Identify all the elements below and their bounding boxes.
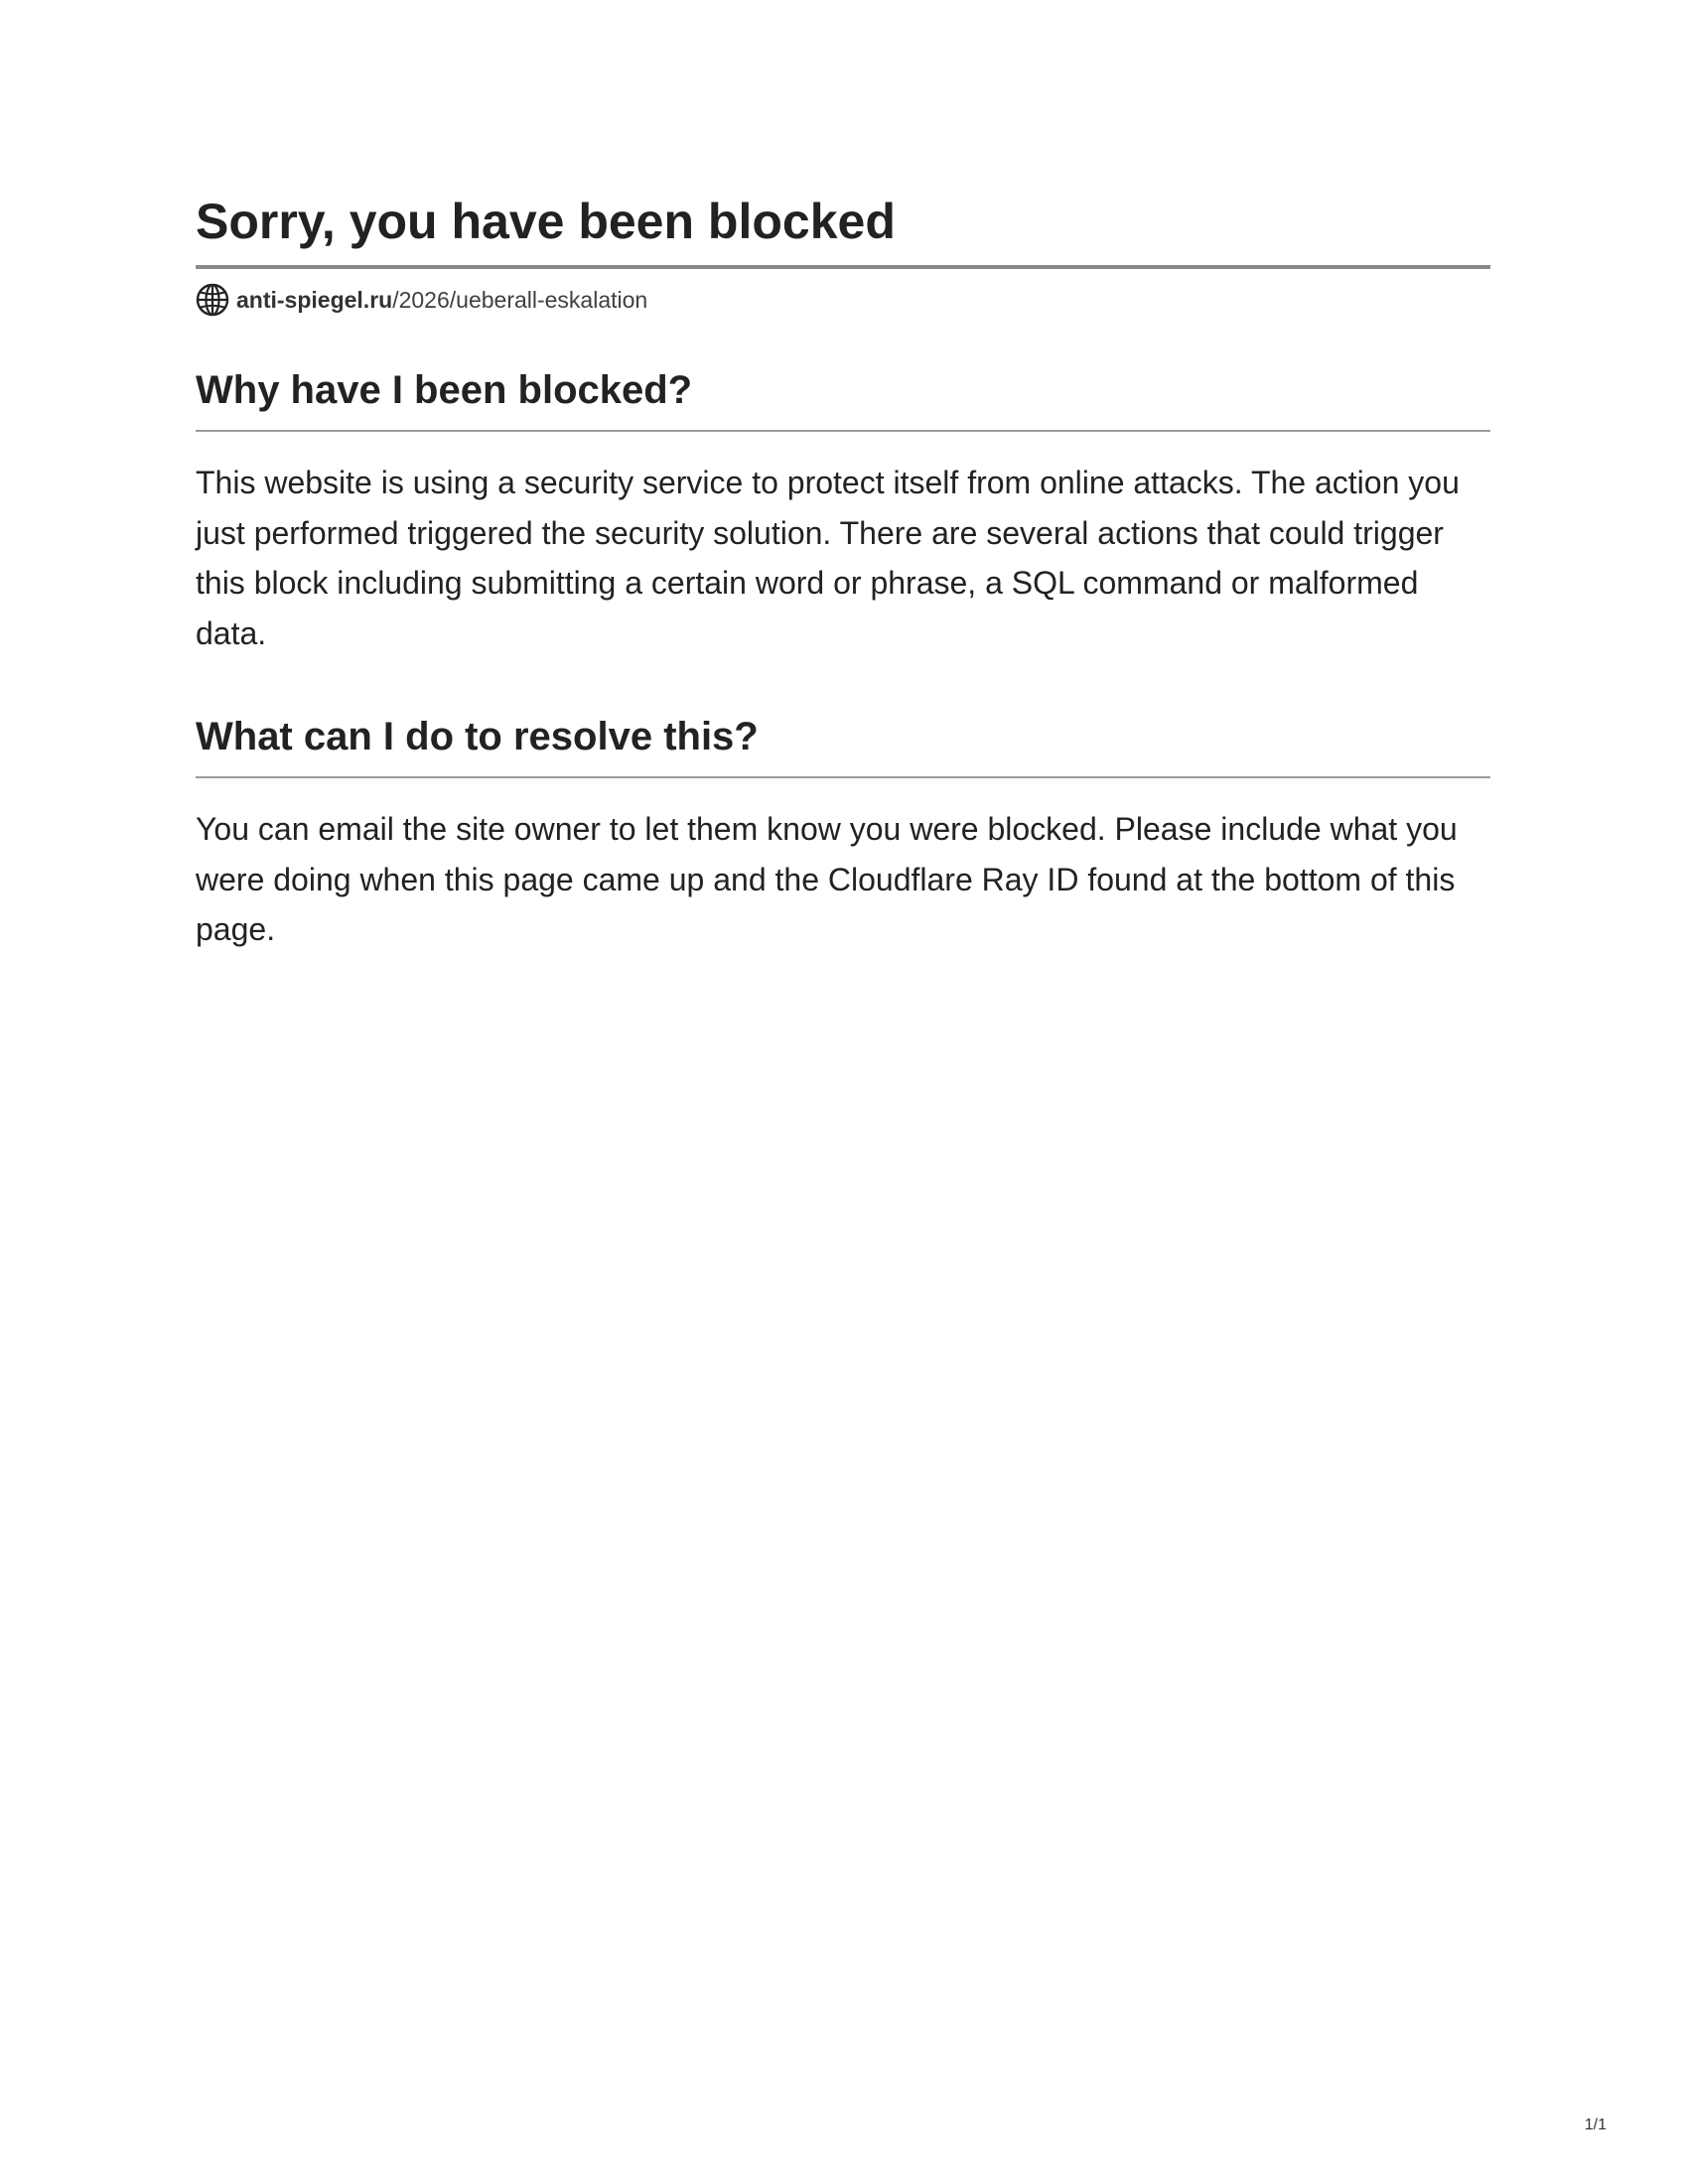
why-blocked-section	[196, 364, 1490, 658]
section-heading: Why have I been blocked?	[196, 368, 693, 412]
section-body: This website is using a security service to protect itself from online attacks. The action you just performed triggered the security solution. There are several actions that could trigger this block including submitting a certain word or phrase, a SQL command or malformed data.	[196, 465, 1460, 651]
page-title: Sorry, you have been blocked	[196, 194, 896, 249]
block-page	[196, 189, 1490, 955]
url-host: anti-spiegel.ru	[236, 287, 393, 313]
globe-icon	[196, 283, 229, 317]
page-number: 1/1	[1584, 2116, 1607, 2133]
section-divider	[196, 430, 1490, 432]
section-body: You can email the site owner to let them know you were blocked. Please include what you were doing when this page came up and the Cloudflare Ray ID found at the bottom of this page.	[196, 811, 1458, 947]
title-divider	[196, 265, 1490, 269]
blocked-url	[196, 283, 1490, 317]
section-divider	[196, 776, 1490, 778]
url-path: /2026/ueberall-eskalation	[392, 287, 648, 313]
section-heading: What can I do to resolve this?	[196, 715, 759, 758]
resolve-section	[196, 711, 1490, 955]
